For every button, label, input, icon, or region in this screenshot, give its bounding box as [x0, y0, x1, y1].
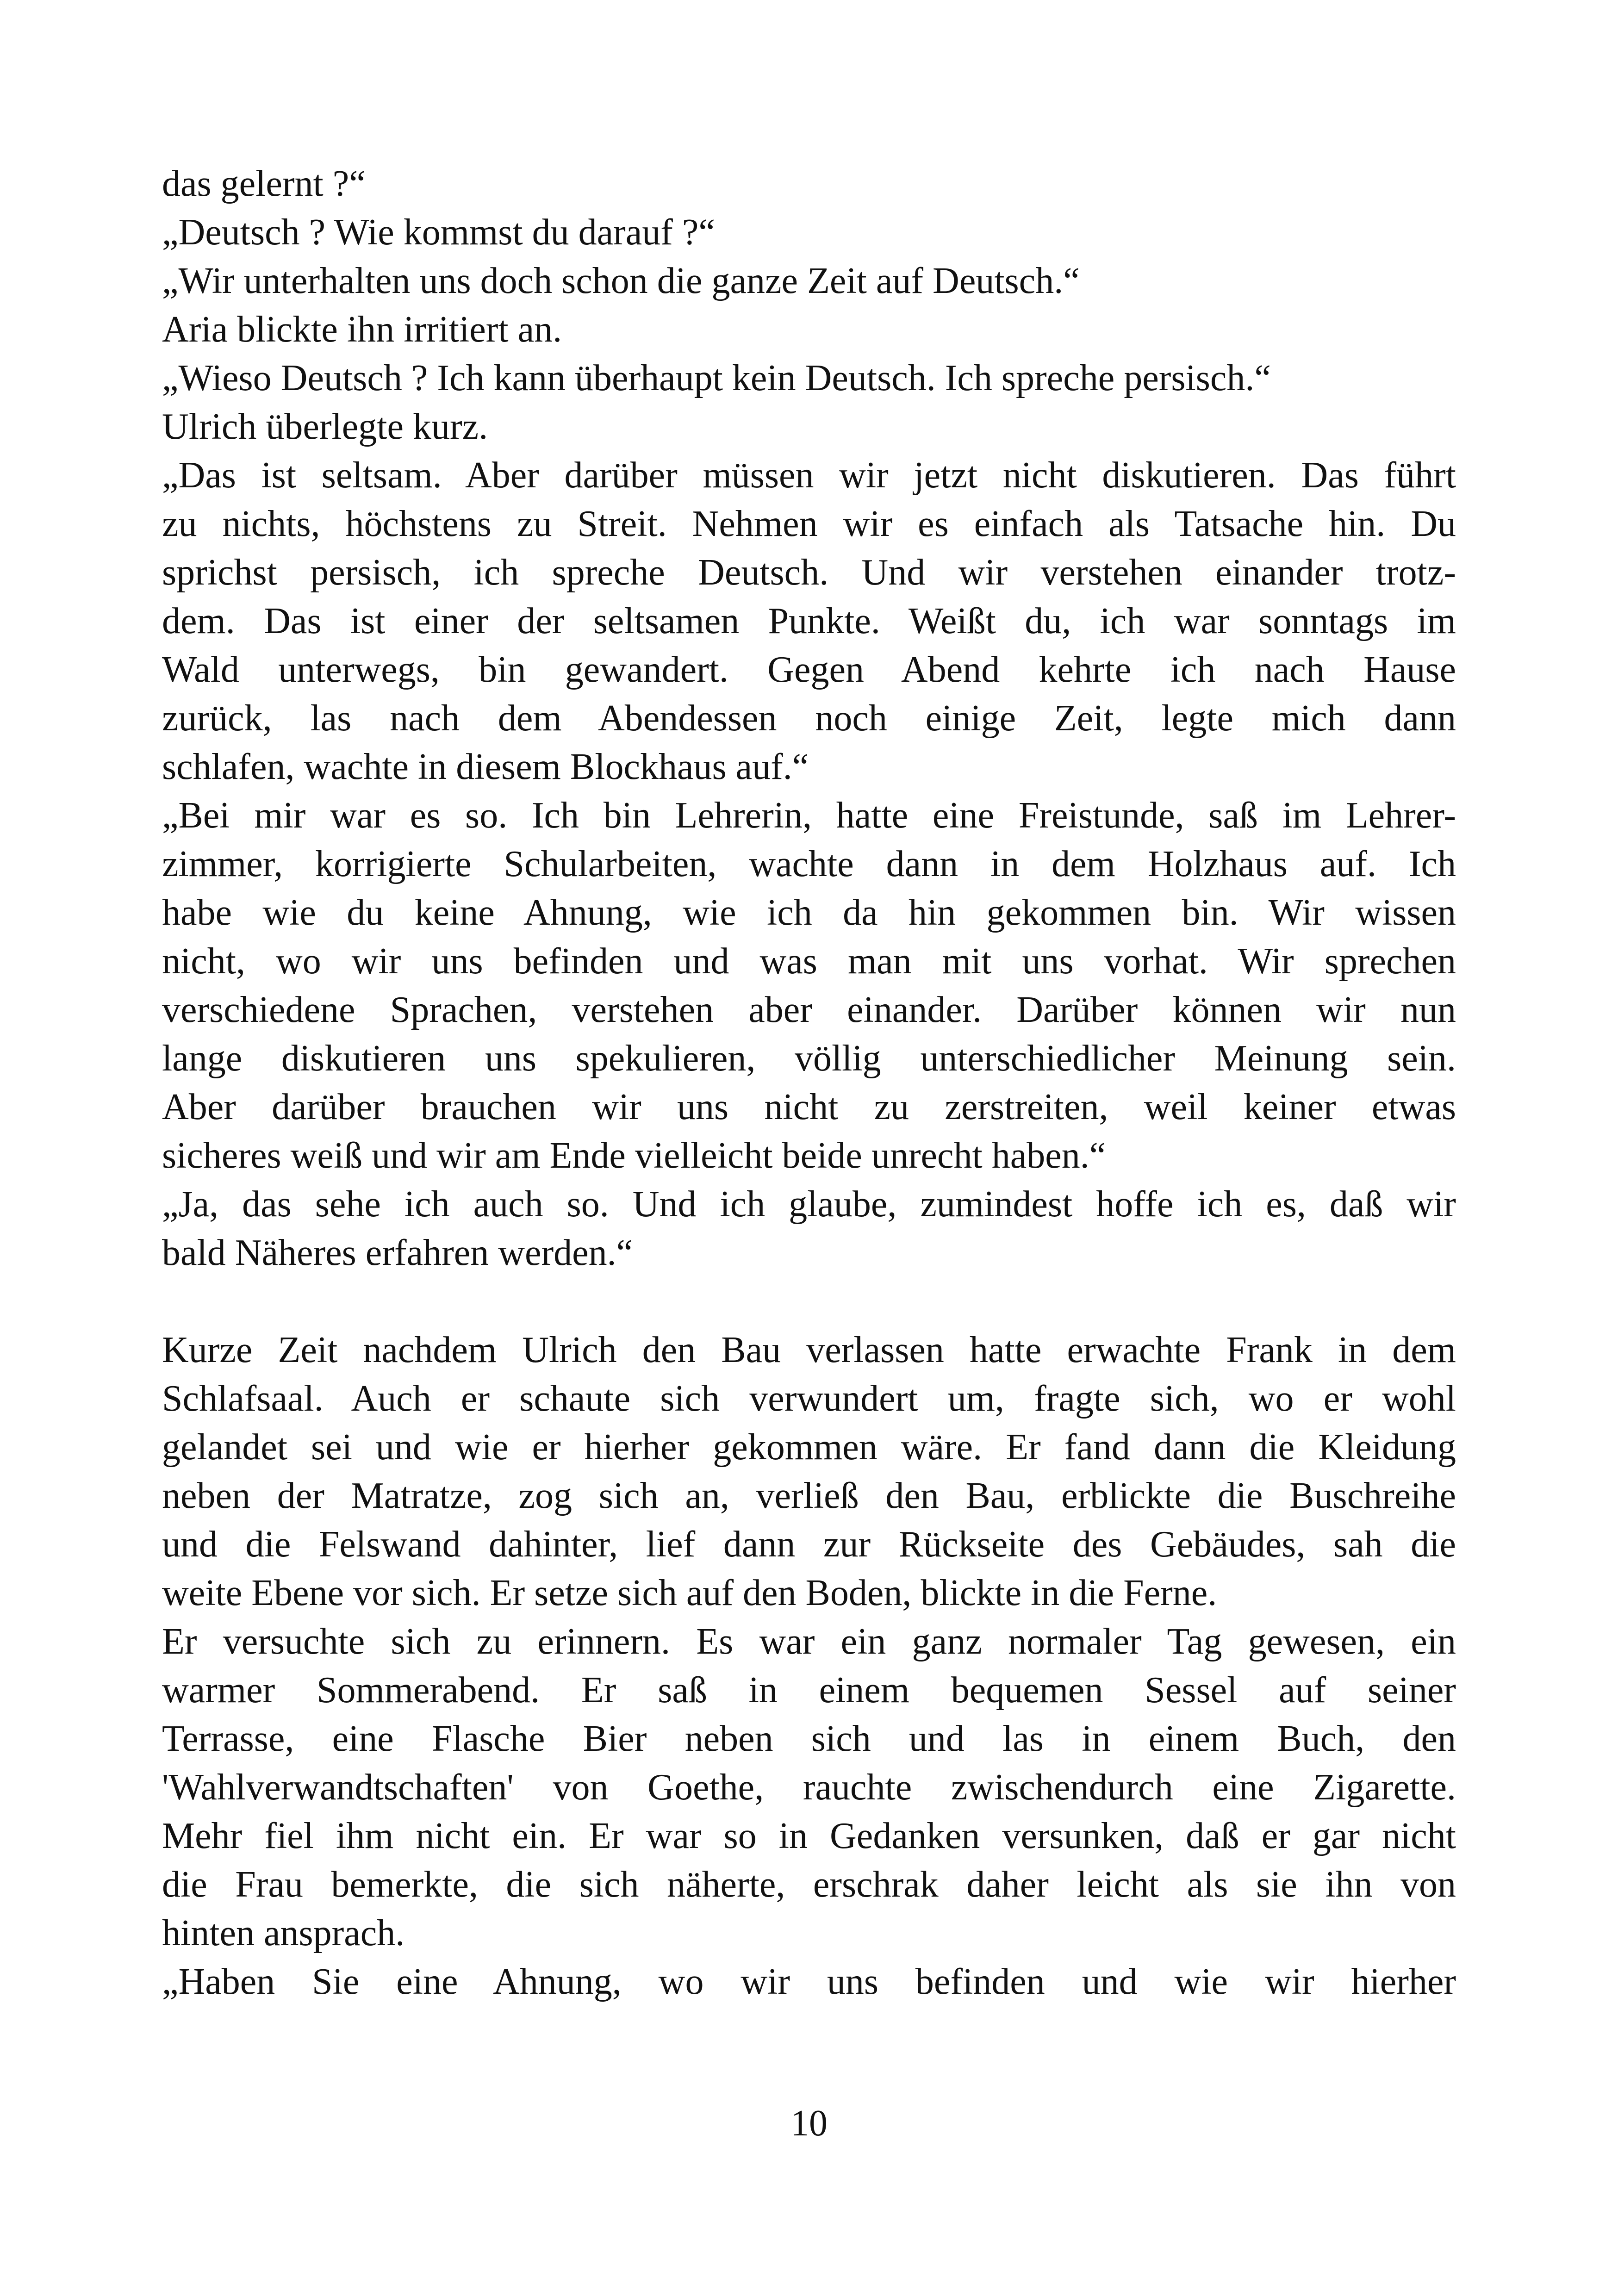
text-line: dem. Das ist einer der seltsamen Punkte. Weißt du, ich war sonntags im [162, 601, 1456, 641]
paragraph [162, 1618, 1456, 1958]
text-line: bald Näheres erfahren werden.“ [162, 1232, 633, 1273]
text-line: warmer Sommerabend. Er saß in einem bequemen Sessel auf seiner [162, 1670, 1456, 1711]
text-line: und die Felswand dahinter, lief dann zur Rückseite des Gebäudes, sah die [162, 1524, 1456, 1565]
text-line: Wald unterwegs, bin gewandert. Gegen Abend kehrte ich nach Hause [162, 649, 1456, 690]
text-line: weite Ebene vor sich. Er setze sich auf den Boden, blickte in die Ferne. [162, 1573, 1217, 1613]
text-line: Schlafsaal. Auch er schaute sich verwundert um, fragte sich, wo er wohl [162, 1378, 1456, 1419]
text-line: das gelernt ?“ [162, 163, 366, 204]
text-line: hinten ansprach. [162, 1913, 405, 1954]
text-line: sprichst persisch, ich spreche Deutsch. Und wir verstehen einander trotz- [162, 552, 1456, 593]
text-line: Aria blickte ihn irritiert an. [162, 309, 562, 350]
text-line: Kurze Zeit nachdem Ulrich den Bau verlassen hatte erwachte Frank in dem [162, 1330, 1456, 1370]
text-line: Terrasse, eine Flasche Bier neben sich und las in einem Buch, den [162, 1718, 1456, 1759]
text-line: „Ja, das sehe ich auch so. Und ich glaube, zumindest hoffe ich es, daß wir [162, 1184, 1456, 1225]
text-line: „Das ist seltsam. Aber darüber müssen wir jetzt nicht diskutieren. Das führt [162, 455, 1456, 496]
text-line: neben der Matratze, zog sich an, verließ den Bau, erblickte die Buschreihe [162, 1475, 1456, 1516]
paragraph [162, 791, 1456, 1180]
text-line: zimmer, korrigierte Schularbeiten, wachte dann in dem Holzhaus auf. Ich [162, 844, 1456, 884]
paragraph [162, 208, 1456, 257]
text-line: „Wir unterhalten uns doch schon die ganze Zeit auf Deutsch.“ [162, 261, 1080, 301]
text-line: die Frau bemerkte, die sich näherte, erschrak daher leicht als sie ihn von [162, 1864, 1456, 1905]
text-line: Mehr fiel ihm nicht ein. Er war so in Gedanken versunken, daß er gar nicht [162, 1816, 1456, 1856]
text-line: habe wie du keine Ahnung, wie ich da hin gekommen bin. Wir wissen [162, 892, 1456, 933]
text-line: verschiedene Sprachen, verstehen aber einander. Darüber können wir nun [162, 989, 1456, 1030]
page-number: 10 [790, 2103, 828, 2144]
paragraph [162, 403, 1456, 451]
paragraph [162, 1958, 1456, 2006]
text-line: zurück, las nach dem Abendessen noch einige Zeit, legte mich dann [162, 698, 1456, 739]
paragraph-gap [162, 1277, 1456, 1326]
text-line: schlafen, wachte in diesem Blockhaus auf.“ [162, 747, 809, 787]
paragraph [162, 160, 1456, 208]
paragraph [162, 305, 1456, 354]
text-line: „Bei mir war es so. Ich bin Lehrerin, hatte eine Freistunde, saß im Lehrer- [162, 795, 1456, 836]
body-text [162, 160, 1456, 2006]
text-line: lange diskutieren uns spekulieren, völlig unterschiedlicher Meinung sein. [162, 1038, 1456, 1079]
paragraph [162, 1326, 1456, 1618]
text-line: Er versuchte sich zu erinnern. Es war ein ganz normaler Tag gewesen, ein [162, 1621, 1456, 1662]
text-line: nicht, wo wir uns befinden und was man mit uns vorhat. Wir sprechen [162, 941, 1456, 982]
text-line: gelandet sei und wie er hierher gekommen wäre. Er fand dann die Kleidung [162, 1427, 1456, 1468]
text-line: 'Wahlverwandtschaften' von Goethe, rauchte zwischendurch eine Zigarette. [162, 1767, 1456, 1808]
text-line: zu nichts, höchstens zu Streit. Nehmen wir es einfach als Tatsache hin. Du [162, 504, 1456, 544]
text-line: „Deutsch ? Wie kommst du darauf ?“ [162, 212, 715, 253]
text-line: „Wieso Deutsch ? Ich kann überhaupt kein Deutsch. Ich spreche persisch.“ [162, 358, 1271, 398]
paragraph [162, 354, 1456, 403]
paragraph [162, 257, 1456, 305]
text-line: Ulrich überlegte kurz. [162, 406, 488, 447]
text-line: sicheres weiß und wir am Ende vielleicht beide unrecht haben.“ [162, 1135, 1106, 1176]
text-line: Aber darüber brauchen wir uns nicht zu zerstreiten, weil keiner etwas [162, 1087, 1456, 1127]
paragraph [162, 451, 1456, 791]
text-line: „Haben Sie eine Ahnung, wo wir uns befinden und wie wir hierher [162, 1961, 1456, 2002]
paragraph [162, 1180, 1456, 1277]
